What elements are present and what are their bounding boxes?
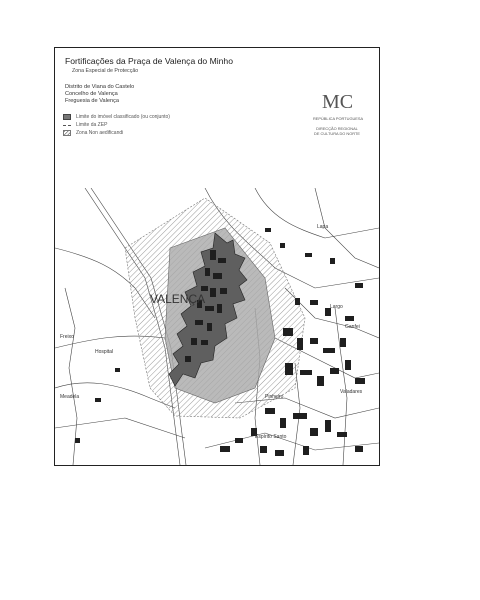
- logo-letter-m: MC: [322, 91, 354, 113]
- map-svg: [55, 188, 379, 465]
- place-label: Espírito Santo: [255, 434, 287, 440]
- legend-fill-swatch: [63, 114, 71, 120]
- parish-label: Freguesia de Valença: [65, 98, 120, 104]
- legend-label: Zona Non aedificandi: [76, 130, 124, 136]
- legend-item-zep: [63, 122, 107, 128]
- legend-hatch-swatch: [63, 130, 71, 136]
- map-subtitle: Zona Especial de Protecção: [72, 68, 139, 74]
- map-header: [55, 48, 379, 188]
- legend-dashed-swatch: [63, 125, 71, 126]
- map-title: Fortificações da Praça de Valença do Minho: [65, 56, 233, 66]
- place-label: Largo: [330, 304, 343, 310]
- place-label: Valadares: [340, 389, 363, 395]
- place-label: Lapa: [317, 224, 329, 230]
- place-label: Pinheiro: [265, 394, 284, 400]
- town-label: VALENÇA: [150, 292, 206, 306]
- place-label: Meadela: [60, 394, 80, 400]
- place-label: Ganfei: [345, 324, 360, 330]
- place-label: Freixo: [60, 334, 74, 340]
- municipality-label: Concelho de Valença: [65, 91, 118, 97]
- place-label: Hospital: [95, 349, 114, 355]
- logo-caption-line1: DIRECÇÃO REGIONAL: [316, 126, 358, 131]
- logo-caption-top: REPÚBLICA PORTUGUESA: [313, 116, 364, 121]
- legend-label: Limite do imóvel classificado (ou conjunto): [76, 114, 170, 120]
- dgcn-logo-icon: [317, 84, 357, 114]
- legend-item-non-aedificandi: [63, 130, 123, 136]
- logo-caption-line2: DE CULTURA DO NORTE: [314, 131, 360, 136]
- map-sheet: [54, 47, 380, 466]
- district-label: Distrito de Viana do Castelo: [65, 84, 135, 90]
- legend-label: Limite da ZEP: [76, 122, 108, 128]
- map-canvas: [55, 188, 379, 465]
- legend-item-classified: [63, 114, 170, 120]
